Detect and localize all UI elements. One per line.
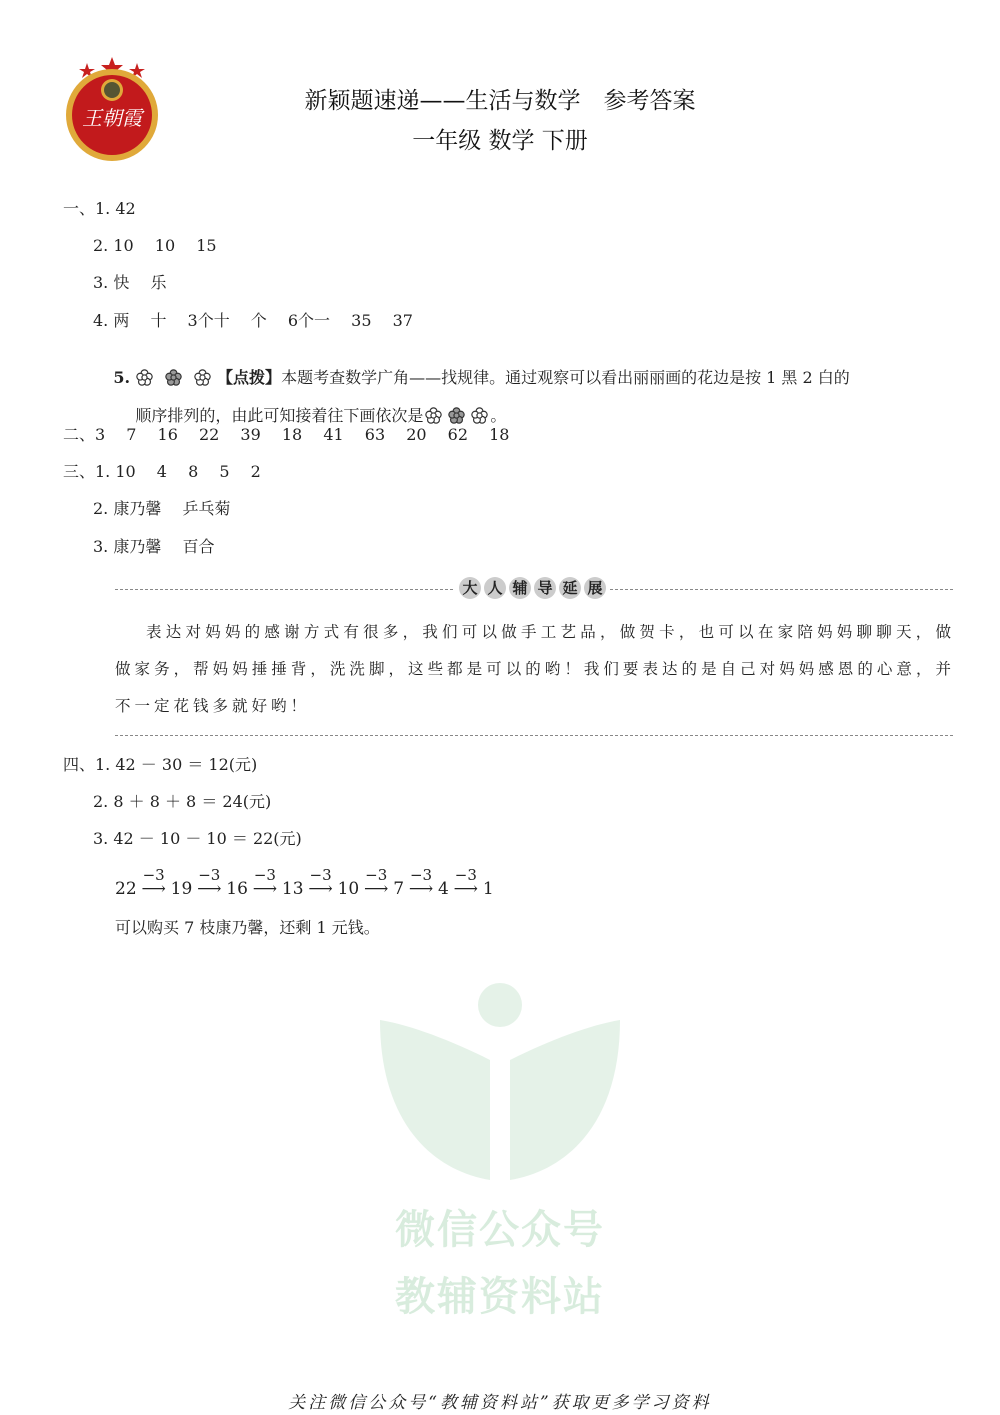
- answer-3-3: 3. 康乃馨 百合: [93, 537, 215, 556]
- white-flower-icon: [136, 369, 153, 386]
- banner-char: 人: [484, 577, 506, 599]
- banner-char: 大: [459, 577, 481, 599]
- banner-char: 延: [559, 577, 581, 599]
- extension-banner: [455, 577, 610, 599]
- white-flower-icon: [425, 407, 442, 424]
- arrow-step: −3 ⟶: [139, 879, 169, 899]
- black-flower-icon: [165, 369, 182, 386]
- arrow-step: −3 ⟶: [194, 879, 224, 899]
- hint-text-cont: 顺序排列的，由此可知接着往下画依次是: [135, 406, 424, 425]
- arrow-step: −3 ⟶: [306, 879, 336, 899]
- answer-4-2: 2. 8 ＋ 8 ＋ 8 ＝ 24(元): [93, 792, 272, 811]
- watermark-text: 教辅资料站: [395, 1274, 605, 1320]
- answer-3-2: 2. 康乃馨 乒乓菊: [93, 499, 231, 518]
- arrow-step: −3 ⟶: [250, 879, 280, 899]
- chain-value: 7: [393, 879, 405, 899]
- step-label: −3: [142, 866, 165, 884]
- chain-value: 4: [438, 879, 449, 899]
- chain-value: 1: [482, 879, 494, 899]
- answer-3-1: 三、1. 10 4 8 5 2: [63, 462, 261, 481]
- step-label: −3: [409, 866, 433, 884]
- step-label: −3: [309, 866, 332, 884]
- answer-2: 二、3 7 16 22 39 18 41 63 20 62 18: [63, 425, 510, 444]
- answer-1-1: 一、1. 42: [63, 199, 136, 218]
- chain-value: 10: [337, 879, 360, 899]
- item-number: 5.: [113, 368, 131, 387]
- arrow-step: −3 ⟶: [451, 879, 481, 899]
- answer-1-3: 3. 快 乐: [93, 273, 167, 292]
- extension-text: 表达对妈妈的感谢方式有很多，我们可以做手工艺品，做贺卡，也可以在家陪妈妈聊聊天，做做家务，帮妈妈捶捶背，洗洗脚，这些都是可以的哟！我们要表达的是自己对妈妈感恩的心意，并不一定花钱多就好哟！: [115, 623, 955, 715]
- step-label: −3: [454, 866, 477, 884]
- footer-note: 关注微信公众号“教辅资料站”获取更多学习资料: [288, 1393, 712, 1413]
- answer-1-2: 2. 10 10 15: [93, 236, 217, 255]
- hint-tag: 【点拨】: [217, 368, 282, 387]
- black-flower-icon: [448, 407, 465, 424]
- page-title: 新颖题速递——生活与数学 参考答案: [304, 88, 696, 114]
- arrow-step: −3 ⟶: [361, 879, 391, 899]
- watermark-text: 微信公众号: [395, 1207, 605, 1253]
- white-flower-icon: [471, 407, 488, 424]
- banner-char: 辅: [509, 577, 531, 599]
- chain-value: 16: [226, 879, 248, 899]
- arrow-step: −3 ⟶: [406, 879, 436, 899]
- banner-char: 导: [534, 577, 556, 599]
- banner-char: 展: [584, 577, 606, 599]
- white-flower-icon: [194, 369, 211, 386]
- page-subtitle: 一年级 数学 下册: [412, 128, 588, 154]
- svg-text:王朝霞: 王朝霞: [82, 106, 142, 130]
- chain-value: 13: [281, 879, 304, 899]
- step-label: −3: [253, 866, 276, 884]
- chain-value: 22: [115, 879, 137, 899]
- period: 。: [490, 406, 507, 425]
- conclusion: 可以购买 7 枝康乃馨，还剩 1 元钱。: [115, 918, 380, 937]
- subtraction-chain: [115, 866, 494, 899]
- answer-4-1: 四、1. 42 － 30 ＝ 12(元): [63, 755, 258, 774]
- hint-text: 本题考查数学广角——找规律。通过观察可以看出丽丽画的花边是按 1 黑 2 白的: [281, 368, 850, 387]
- answer-1-4: 4. 两 十 3个十 个 6个一 35 37: [93, 311, 413, 330]
- answer-4-3: 3. 42 － 10 － 10 ＝ 22(元): [93, 829, 302, 848]
- divider: [115, 735, 953, 736]
- step-label: −3: [198, 866, 221, 884]
- step-label: −3: [365, 866, 388, 884]
- chain-value: 19: [170, 879, 193, 899]
